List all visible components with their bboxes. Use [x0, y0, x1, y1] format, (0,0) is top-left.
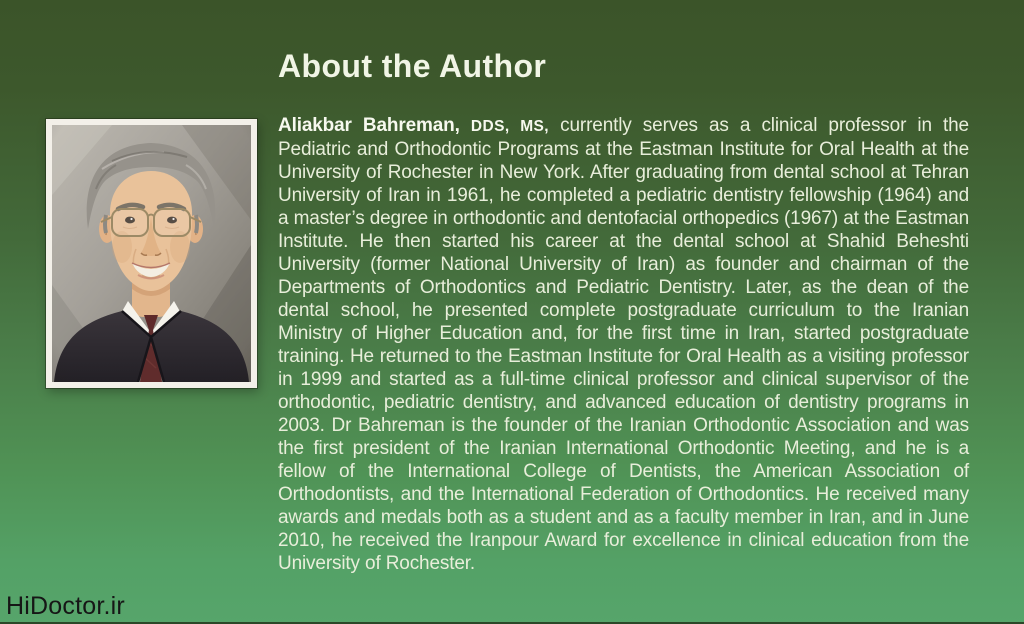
author-photo	[46, 119, 257, 388]
author-bio	[278, 114, 969, 575]
author-name: Aliakbar Bahreman,	[278, 115, 460, 136]
author-portrait-illustration	[52, 125, 251, 382]
watermark: HiDoctor.ir	[6, 592, 125, 620]
photo-vignette	[52, 125, 251, 382]
author-bio-text: currently serves as a clinical professor in the Pediatric and Orthodontic Programs at the Eastman Institute for Oral Health at the University of Rochester in New York. After graduating from dental school at Tehran University of Iran in 1961, he completed a pediatric dentistry fellowship (1964) and a master’s degree in orthodontic and dentofacial orthopedics (1967) at the Eastman Institute. He then started his career at the dental school at Shahid Beheshti University (former National University of Iran) as founder and chairman of the Departments of Orthodontics and Pediatric Dentistry. Later, as the dean of the dental school, he presented complete postgraduate curriculum to the Iranian Ministry of Higher Education and, for the first time in Iran, started postgraduate training. He returned to the Eastman Institute for Oral Health as a visiting professor in 1999 and started as a full-time clinical professor and clinical supervisor of the orthodontic, pediatric dentistry, and advanced education of dentistry programs in 2003. Dr Bahreman is the founder of the Iranian Orthodontic Association and was the first president of the Iranian International Orthodontic Meeting, and he is a fellow of the International College of Dentists, the American Association of Orthodontists, and the International Federation of Orthodontics. He received many awards and medals both as a student and as a faculty member in Iran, and in June 2010, he received the Iranpour Award for excellence in clinical education from the University of Rochester.	[278, 115, 969, 574]
page-title: About the Author	[278, 48, 547, 84]
author-credentials: DDS, MS,	[470, 118, 550, 135]
